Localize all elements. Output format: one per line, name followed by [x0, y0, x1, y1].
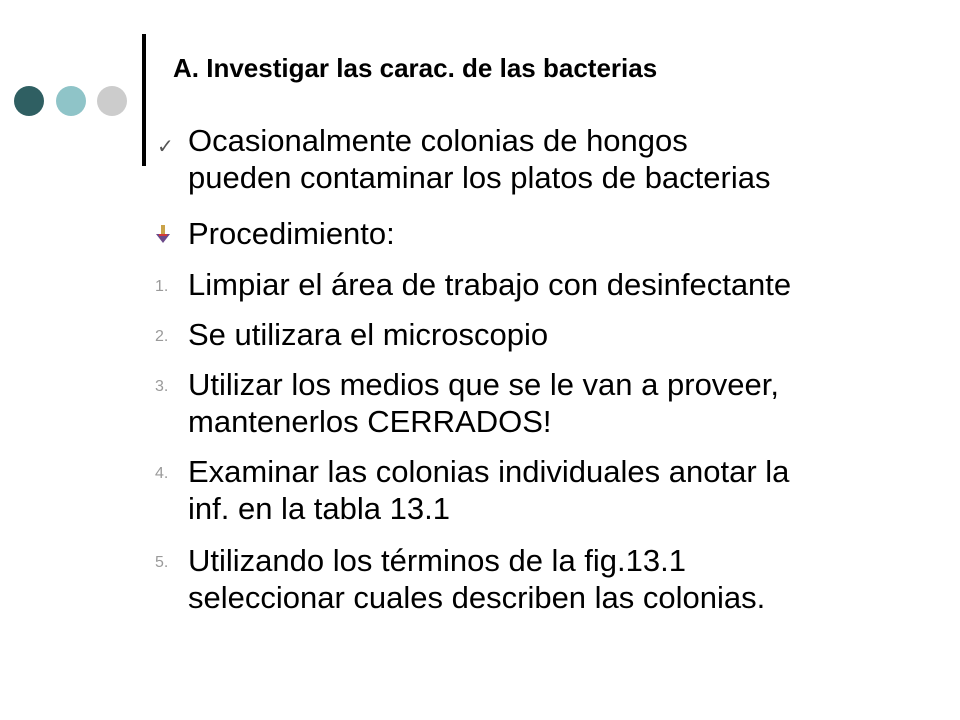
dot-dark [14, 86, 44, 116]
step-number: 5. [155, 554, 169, 571]
bullet-line: Ocasionalmente colonias de hongos [188, 123, 688, 158]
step-line: Utilizar los medios que se le van a proveer, [188, 367, 780, 402]
step-number: 1. [155, 278, 169, 295]
step-line: inf. en la tabla 13.1 [188, 491, 450, 526]
arrow-down-icon [153, 224, 173, 244]
title-divider [142, 34, 146, 166]
step-item [188, 316, 548, 353]
step-line: mantenerlos CERRADOS! [188, 404, 552, 439]
check-icon: ✓ [157, 136, 174, 158]
step-number: 2. [155, 328, 169, 345]
step-number: 4. [155, 465, 169, 482]
bullet-line: pueden contaminar los platos de bacterias [188, 160, 771, 195]
step-line: Limpiar el área de trabajo con desinfectante [188, 267, 792, 302]
bullet-procedure-heading [188, 215, 395, 252]
slide-title: A. Investigar las carac. de las bacterias [173, 53, 658, 83]
step-item [188, 542, 765, 616]
step-line: seleccionar cuales describen las colonias. [188, 580, 766, 615]
dot-teal [56, 86, 86, 116]
bullet-line: Procedimiento: [188, 216, 395, 251]
bullet-fungi-note [188, 122, 770, 196]
step-item [188, 266, 791, 303]
dot-gray [97, 86, 127, 116]
step-line: Utilizando los términos de la fig.13.1 [188, 543, 686, 578]
step-item [188, 366, 779, 440]
step-item [188, 453, 789, 527]
step-line: Examinar las colonias individuales anotar la [188, 454, 790, 489]
step-line: Se utilizara el microscopio [188, 317, 549, 352]
step-number: 3. [155, 378, 169, 395]
